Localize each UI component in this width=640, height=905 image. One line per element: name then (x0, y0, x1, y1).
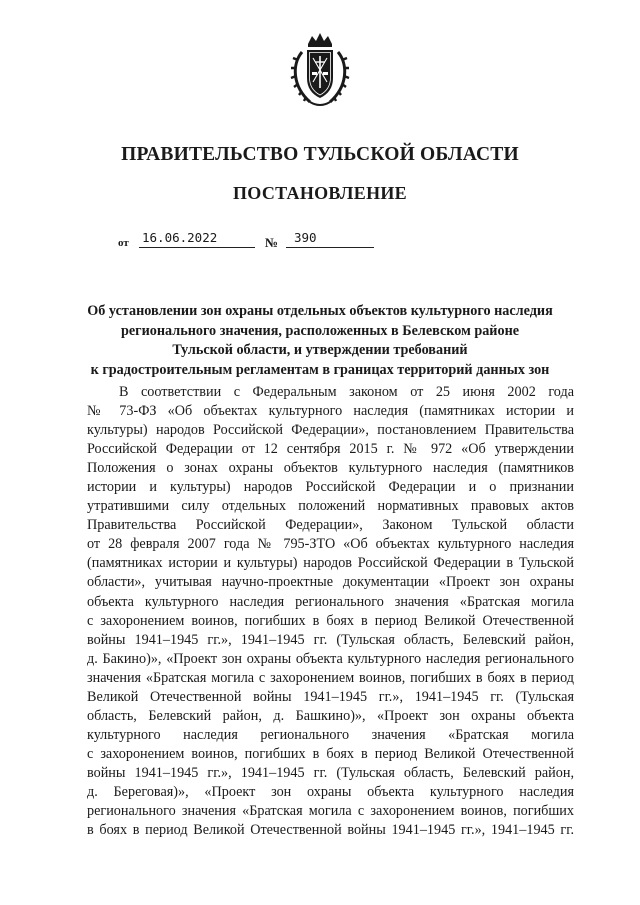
date-value: 16.06.2022 (142, 230, 218, 245)
body-line: в боях в период Великой Отечественной войны 1941–1945 гг.», 1941–1945 гг. (87, 822, 574, 839)
subject-line: Тульской области, и утверждении требований (172, 342, 468, 358)
body-line: (памятниках истории и культуры) народов Российской Федерации в Тульской (87, 555, 574, 572)
body-line: значения «Братская могила с захоронением воинов, погибших в боях в период (87, 669, 574, 686)
body-line: от 28 февраля 2007 года № 795-ЗТО «Об объектах культурного наследия (87, 536, 574, 553)
body-line: войны 1941–1945 гг.», 1941–1945 гг. (Тульская область, Белевский район, (87, 764, 574, 781)
number-field (286, 229, 374, 248)
body-line: В соответствии с Федеральным законом от 25 июня 2002 года (119, 384, 574, 400)
body-paragraph (87, 383, 574, 840)
government-title: ПРАВИТЕЛЬСТВО ТУЛЬСКОЙ ОБЛАСТИ (121, 144, 519, 165)
number-label: № (265, 235, 279, 250)
body-line: Правительства Российской Федерации», Законом Тульской области (87, 517, 574, 534)
body-line: Положения о зонах охраны объектов культурного наследия (памятников (87, 460, 574, 477)
coat-of-arms-icon (288, 30, 352, 110)
body-line: с захоронением воинов, погибших в боях в период Великой Отечественной (87, 612, 574, 629)
body-line: культуры) народов Российской Федерации», постановлением Правительства (87, 422, 574, 439)
subject-line: регионального значения, расположенных в Белевском районе (120, 322, 520, 339)
body-line: объекта культурного наследия регионального значения «Братская могила (87, 593, 574, 610)
body-line: утратившими силу отдельных положений нормативных правовых актов (87, 498, 574, 515)
body-line: войны 1941–1945 гг.», 1941–1945 гг. (Тульская область, Белевский район, (87, 631, 574, 648)
body-line: область, Белевский район, д. Башкино)», «Проект зон охраны объекта (87, 707, 574, 724)
subject-line: Об установлении зон охраны отдельных объектов культурного наследия (87, 303, 553, 319)
body-line: культурного наследия регионального значения «Братская могила (87, 726, 574, 743)
body-line: с захоронением воинов, погибших в боях в период Великой Отечественной (87, 745, 574, 762)
body-line: д. Береговая)», «Проект зон охраны объекта культурного наследия (87, 783, 574, 800)
document-meta (118, 229, 418, 251)
body-line: д. Бакино)», «Проект зон охраны объекта культурного наследия регионального (87, 650, 574, 667)
document-subject (80, 302, 560, 380)
body-line: регионального значения «Братская могила с захоронением воинов, погибших (87, 803, 574, 820)
date-field (139, 229, 255, 248)
number-value: 390 (294, 230, 317, 245)
body-line: Великой Отечественной войны 1941–1945 гг.», 1941–1945 гг. (Тульская (87, 688, 574, 705)
date-label: от (118, 237, 129, 249)
body-line: № 73-ФЗ «Об объектах культурного наследия (памятниках истории и (87, 403, 574, 420)
body-line: области», учитывая научно-проектные документации «Проект зон охраны (87, 574, 574, 591)
body-line: Российской Федерации от 12 сентября 2015 г. № 972 «Об утверждении (87, 441, 574, 458)
document-type: ПОСТАНОВЛЕНИЕ (233, 183, 407, 203)
body-line: истории и культуры) народов Российской Федерации и о признании (87, 479, 574, 496)
subject-line: к градостроительным регламентам в границах территорий данных зон (90, 361, 550, 378)
